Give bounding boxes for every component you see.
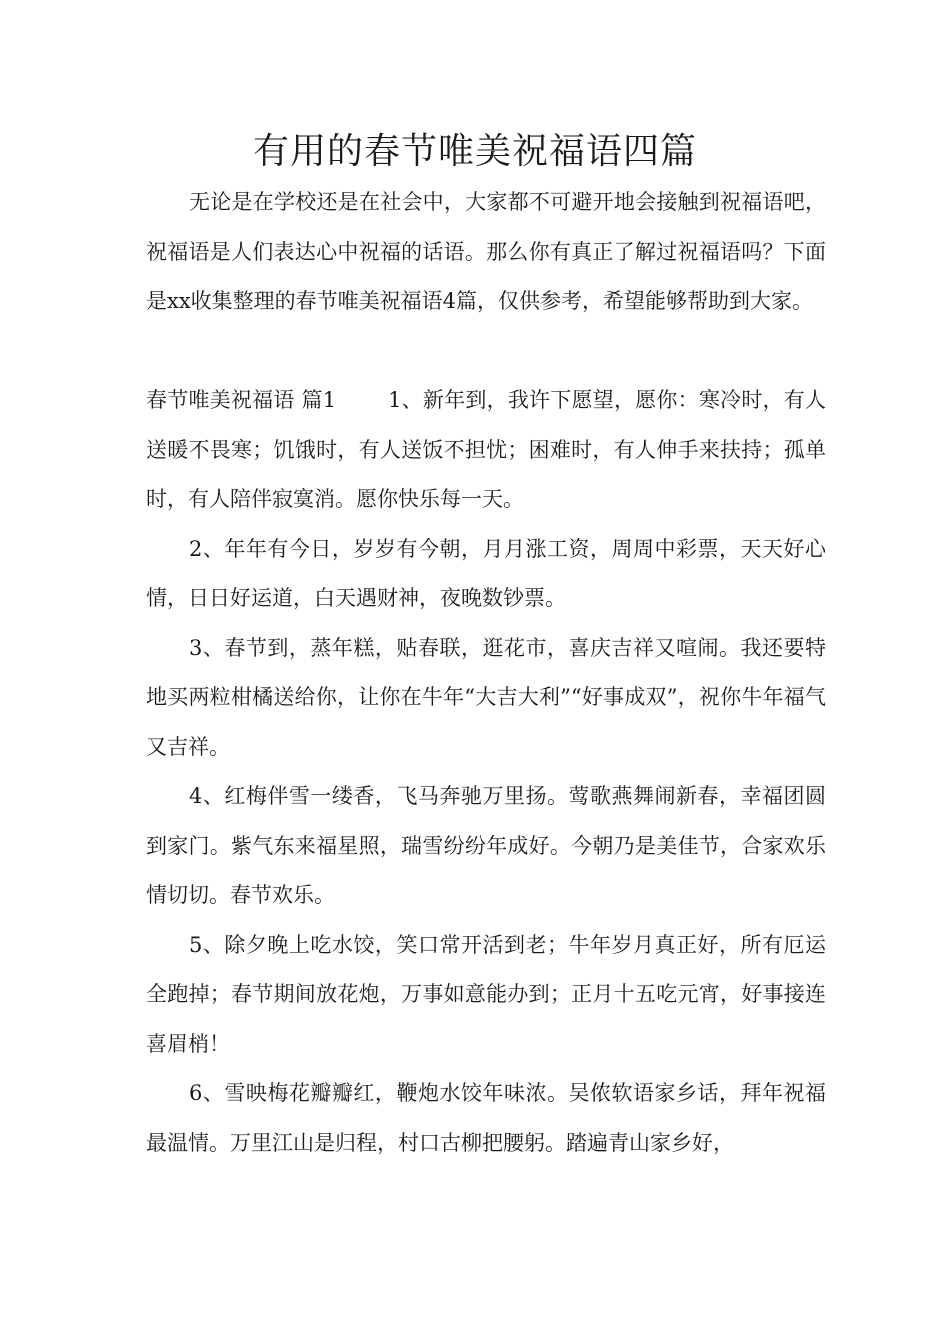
wish-item-5: 5、除夕晚上吃水饺，笑口常开活到老；牛年岁月真正好，所有厄运全跑掉；春节期间放花炮，万事如意能办到；正月十五吃元宵，好事接连喜眉梢！ bbox=[146, 932, 826, 1056]
section-first-paragraph bbox=[146, 376, 826, 525]
wish-item-3: 3、春节到，蒸年糕，贴春联，逛花市，喜庆吉祥又喧闹。我还要特地买两粒柑橘送给你，让你在牛年“大吉大利”“好事成双”，祝你牛年福气又吉祥。 bbox=[146, 635, 826, 759]
document-title: 有用的春节唯美祝福语四篇 bbox=[252, 131, 697, 172]
section-heading: 春节唯美祝福语 篇1 bbox=[146, 388, 337, 412]
wish-item-6: 6、雪映梅花瓣瓣红，鞭炮水饺年味浓。吴侬软语家乡话，拜年祝福最温情。万里江山是归程，村口古柳把腰躬。踏遍青山家乡好， bbox=[146, 1081, 826, 1155]
wish-item-1: 1、新年到，我许下愿望，愿你：寒冷时，有人送暖不畏寒；饥饿时，有人送饭不担忧；困难时，有人伸手来扶持；孤单时，有人陪伴寂寞消。愿你快乐每一天。 bbox=[146, 388, 827, 511]
wish-item-2: 2、年年有今日，岁岁有今朝，月月涨工资，周周中彩票，天天好心情，日日好运道，白天遇财神，夜晚数钞票。 bbox=[146, 536, 826, 610]
wish-item-4: 4、红梅伴雪一缕香，飞马奔驰万里扬。莺歌燕舞闹新春，幸福团圆到家门。紫气东来福星照，瑞雪纷纷年成好。今朝乃是美佳节，合家欢乐情切切。春节欢乐。 bbox=[146, 784, 826, 907]
intro-paragraph: 无论是在学校还是在社会中，大家都不可避开地会接触到祝福语吧，祝福语是人们表达心中祝福的话语。那么你有真正了解过祝福语吗？下面是xx收集整理的春节唯美祝福语4篇，仅供参考，希望能够帮助到大家。 bbox=[146, 190, 826, 313]
paragraph-spacer bbox=[146, 327, 826, 377]
document-body bbox=[146, 178, 826, 1168]
